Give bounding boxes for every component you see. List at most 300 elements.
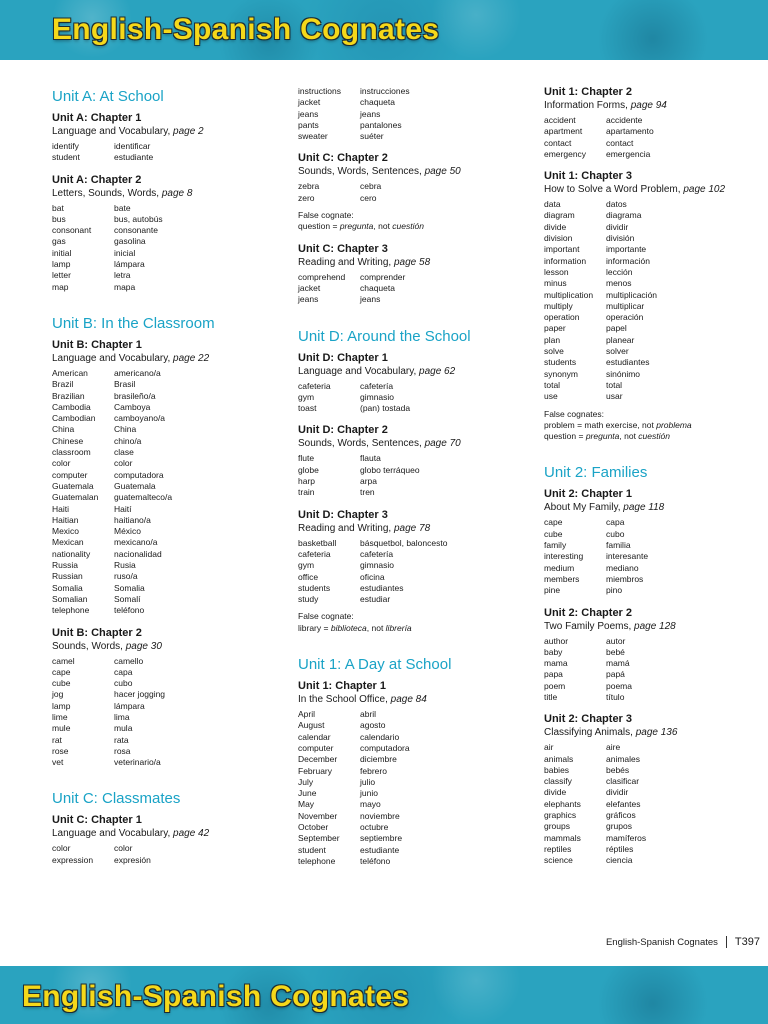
english-word: poem xyxy=(544,680,566,691)
spanish-word: camello xyxy=(114,655,144,666)
chapter-block xyxy=(298,680,522,867)
spanish-word: sinónimo xyxy=(606,368,641,379)
word-pair-row xyxy=(544,799,768,810)
spanish-word: Brasil xyxy=(114,379,136,390)
word-pair-row xyxy=(544,844,768,855)
english-word: classroom xyxy=(52,447,91,458)
page-number: T397 xyxy=(734,936,760,948)
english-word: Mexican xyxy=(52,537,84,548)
spanish-word: suéter xyxy=(360,131,384,142)
word-pair-row xyxy=(544,776,768,787)
unit-heading: Unit 1: A Day at School xyxy=(298,656,452,674)
word-pair-row xyxy=(544,540,768,551)
english-word: reptiles xyxy=(544,843,572,854)
page-reference: page 8 xyxy=(161,187,193,199)
bottom-banner xyxy=(0,966,768,1024)
english-word: papa xyxy=(544,669,563,680)
spanish-word: lección xyxy=(606,266,633,277)
english-word: office xyxy=(298,571,319,582)
spanish-word: gimnasio xyxy=(360,391,395,402)
spanish-word: comprender xyxy=(360,271,406,282)
spanish-word: estudiantes xyxy=(606,357,650,368)
english-word: apartment xyxy=(544,126,583,137)
english-word: August xyxy=(298,720,325,731)
word-pair-row xyxy=(544,267,768,278)
english-word: Guatemala xyxy=(52,480,94,491)
spanish-word: abril xyxy=(360,709,377,720)
chapter-subtitle-text: Sounds, Words, Sentences, xyxy=(298,438,425,450)
english-word: lime xyxy=(52,711,68,722)
word-pair-row xyxy=(52,282,276,293)
spanish-word: brasileño/a xyxy=(114,390,156,401)
word-pair-row xyxy=(52,413,276,424)
chapter-subtitle xyxy=(52,640,276,653)
spanish-word: lámpara xyxy=(114,700,145,711)
word-pair-row xyxy=(52,458,276,469)
english-word: student xyxy=(298,844,326,855)
spanish-word: americano/a xyxy=(114,367,161,378)
word-pair-row xyxy=(544,551,768,562)
spanish-word: agosto xyxy=(360,720,386,731)
word-pair-row xyxy=(544,290,768,301)
word-pair-row xyxy=(298,709,522,720)
false-cognate-line xyxy=(298,221,522,232)
spanish-word: cubo xyxy=(114,678,133,689)
english-word: use xyxy=(544,391,558,402)
spanish-word: tren xyxy=(360,487,375,498)
chapter-block xyxy=(52,339,276,617)
page-footer xyxy=(606,936,760,948)
chapter-title: Unit D: Chapter 2 xyxy=(298,424,388,437)
word-pair-row xyxy=(52,236,276,247)
chapter-subtitle-text: Information Forms, xyxy=(544,100,631,111)
english-word: zebra xyxy=(298,181,320,192)
word-pair-row xyxy=(544,787,768,798)
spanish-word: miembros xyxy=(606,573,644,584)
spanish-word: jeans xyxy=(360,294,381,305)
english-word: color xyxy=(52,458,71,469)
page-reference: page 118 xyxy=(623,502,665,514)
spanish-word: diciembre xyxy=(360,754,397,765)
chapter-subtitle-text: About My Family, xyxy=(544,502,624,514)
chapter-title: Unit 2: Chapter 1 xyxy=(544,488,633,501)
english-word: vet xyxy=(52,757,64,768)
english-word: gym xyxy=(298,391,315,402)
spanish-word: elefantes xyxy=(606,798,641,809)
english-word: Cambodia xyxy=(52,401,91,412)
english-word: information xyxy=(544,255,587,266)
english-word: identify xyxy=(52,141,79,151)
english-word: toast xyxy=(298,403,317,414)
english-word: cafeteria xyxy=(298,380,331,391)
chapter-subtitle xyxy=(52,187,276,200)
word-pair-row xyxy=(52,447,276,458)
english-word: April xyxy=(298,709,316,720)
page-reference: page 136 xyxy=(635,727,678,739)
english-word: mama xyxy=(544,658,568,669)
english-word: Haiti xyxy=(52,503,70,514)
spanish-word: pantalones xyxy=(360,119,402,130)
word-pair-row xyxy=(52,701,276,712)
spanish-word: México xyxy=(114,526,141,537)
column-1 xyxy=(52,88,276,876)
english-word: Brazil xyxy=(52,379,74,390)
english-word: June xyxy=(298,788,317,799)
unit-heading: Unit A: At School xyxy=(52,88,164,105)
spanish-term: pregunta xyxy=(585,431,620,442)
column-2 xyxy=(298,86,522,877)
spanish-word: básquetbol, baloncesto xyxy=(360,537,448,548)
spanish-word: título xyxy=(606,691,625,702)
word-pair-row xyxy=(544,312,768,323)
word-pair-row xyxy=(544,855,768,866)
chapter-title: Unit C: Chapter 1 xyxy=(52,814,142,827)
spanish-word: estudiantes xyxy=(360,582,404,593)
english-word: groups xyxy=(544,821,570,832)
page-reference: page 62 xyxy=(419,365,456,377)
english-word: instructions xyxy=(298,86,341,96)
word-pair-row xyxy=(544,821,768,832)
english-word: calendar xyxy=(298,731,331,742)
word-pair-row xyxy=(298,788,522,799)
english-word: gym xyxy=(298,560,315,571)
english-word: September xyxy=(298,833,340,844)
english-word: total xyxy=(544,379,561,390)
english-word: baby xyxy=(544,646,563,657)
spanish-word: mexicano/a xyxy=(114,537,158,548)
chapter-subtitle-text: Language and Vocabulary, xyxy=(52,352,174,364)
english-word: classify xyxy=(544,776,572,787)
word-pair-row xyxy=(52,424,276,435)
english-word: diagram xyxy=(544,210,575,221)
english-word: divide xyxy=(544,787,567,798)
spanish-word: veterinario/a xyxy=(114,757,161,768)
footer-label: English-Spanish Cognates xyxy=(605,936,718,948)
word-pair-row xyxy=(52,402,276,413)
chapter-title: Unit C: Chapter 3 xyxy=(298,242,388,255)
page-reference: page 22 xyxy=(173,352,210,364)
chapter-block xyxy=(544,86,768,160)
spanish-word: clasificar xyxy=(606,776,640,787)
english-word: lamp xyxy=(52,700,71,711)
word-pair-row xyxy=(52,515,276,526)
english-word: American xyxy=(52,367,88,378)
chapter-block xyxy=(52,627,276,769)
spanish-word: lámpara xyxy=(114,259,145,270)
english-word: division xyxy=(544,233,573,244)
word-pair-row xyxy=(298,538,522,549)
chapter-subtitle xyxy=(298,693,522,706)
chapter-title: Unit 1: Chapter 2 xyxy=(544,86,633,98)
english-word: paper xyxy=(544,323,566,334)
chapter-block xyxy=(544,607,768,704)
english-word: divide xyxy=(544,221,567,232)
english-word: students xyxy=(298,582,331,593)
spanish-word: consonante xyxy=(114,225,158,236)
word-pair-row xyxy=(298,777,522,788)
spanish-word: teléfono xyxy=(114,605,145,616)
word-pair-row xyxy=(544,833,768,844)
word-pair-row xyxy=(52,594,276,605)
spanish-word: grupos xyxy=(606,821,632,832)
unit-heading: Unit D: Around the School xyxy=(298,327,471,345)
english-word: cube xyxy=(52,678,71,689)
spanish-word: animales xyxy=(606,753,641,764)
word-pair-row xyxy=(298,572,522,583)
chapter-subtitle xyxy=(298,165,522,178)
spanish-word: Guatemala xyxy=(114,480,156,491)
word-pair-row xyxy=(52,678,276,689)
spanish-word: arpa xyxy=(360,476,378,487)
word-pair-row xyxy=(544,585,768,596)
word-pair-row xyxy=(544,301,768,312)
word-pair-row xyxy=(52,526,276,537)
spanish-word: Somalia xyxy=(114,582,145,593)
chapter-title: Unit B: Chapter 2 xyxy=(52,626,142,639)
false-cognate-line xyxy=(544,431,768,442)
spanish-word: división xyxy=(606,233,635,244)
chapter-subtitle xyxy=(52,827,276,840)
english-word: cafeteria xyxy=(298,548,331,559)
spanish-word: jeans xyxy=(360,108,381,119)
english-word: pine xyxy=(544,585,561,596)
chapter-subtitle xyxy=(544,726,768,739)
spanish-word: interesante xyxy=(606,551,649,562)
spanish-word: China xyxy=(114,424,137,435)
spanish-word: gráficos xyxy=(606,810,636,821)
spanish-word: multiplicación xyxy=(606,289,658,300)
spanish-word: réptiles xyxy=(606,843,634,854)
word-pair-row xyxy=(52,746,276,757)
word-pair-row xyxy=(544,335,768,346)
spanish-word: información xyxy=(606,255,650,266)
spanish-word: solver xyxy=(606,346,629,357)
spanish-word: estudiante xyxy=(114,152,154,163)
spanish-word: poema xyxy=(606,680,632,691)
word-pair-row xyxy=(298,833,522,844)
spanish-word: emergencia xyxy=(606,148,651,159)
chapter-block xyxy=(544,713,768,866)
word-pair-row xyxy=(544,529,768,540)
word-pair-row xyxy=(52,259,276,270)
chapter-block xyxy=(298,509,522,606)
word-pair-row xyxy=(544,742,768,753)
spanish-term: cuestión xyxy=(392,221,424,232)
spanish-word: expresión xyxy=(114,854,151,865)
word-pair-row xyxy=(544,126,768,137)
english-word: Mexico xyxy=(52,526,79,537)
english-word: family xyxy=(544,540,567,551)
spanish-word: familia xyxy=(606,540,631,551)
word-pair-row xyxy=(298,799,522,810)
top-banner xyxy=(0,0,768,60)
spanish-word: hacer jogging xyxy=(114,689,166,700)
english-word: cape xyxy=(544,517,563,528)
spanish-word: chaqueta xyxy=(360,282,395,293)
word-pair-row xyxy=(298,856,522,867)
english-word: sweater xyxy=(298,131,328,142)
spanish-word: clase xyxy=(114,447,134,458)
spanish-word: dividir xyxy=(606,221,629,232)
english-word: operation xyxy=(544,312,580,323)
english-word: color xyxy=(52,843,71,854)
spanish-word: bus, autobús xyxy=(114,213,163,224)
column-3 xyxy=(544,86,768,877)
spanish-word: bate xyxy=(114,202,131,213)
spanish-word: accidente xyxy=(606,115,643,125)
english-word: interesting xyxy=(544,551,584,562)
spanish-word: cafetería xyxy=(360,548,394,559)
word-pair-row xyxy=(52,560,276,571)
page-reference: page 102 xyxy=(683,184,726,196)
spanish-word: importante xyxy=(606,244,647,255)
word-pair-row xyxy=(544,138,768,149)
chapter-subtitle-text: Sounds, Words, xyxy=(52,640,126,652)
chapter-title: Unit B: Chapter 1 xyxy=(52,338,142,351)
word-pair-row xyxy=(52,855,276,866)
word-pair-row xyxy=(52,470,276,481)
word-pair-row xyxy=(544,323,768,334)
spanish-word: rosa xyxy=(114,745,131,756)
spanish-word: aire xyxy=(606,742,621,753)
word-pair-row xyxy=(52,270,276,281)
english-word: important xyxy=(544,244,580,255)
spanish-word: (pan) tostada xyxy=(360,403,411,414)
page-reference: page 2 xyxy=(173,126,204,137)
page-reference: page 50 xyxy=(424,166,461,178)
spanish-word: septiembre xyxy=(360,833,403,844)
spanish-term: cuestión xyxy=(638,431,670,442)
english-word: emergency xyxy=(544,148,587,159)
chapter-title: Unit D: Chapter 3 xyxy=(298,508,388,521)
spanish-word: color xyxy=(114,458,133,469)
chapter-title: Unit 2: Chapter 3 xyxy=(544,713,633,726)
spanish-word: pino xyxy=(606,585,623,596)
english-word: graphics xyxy=(544,810,577,821)
spanish-word: autor xyxy=(606,635,626,646)
word-pair-row xyxy=(52,757,276,768)
chapter-block xyxy=(52,112,276,164)
note-text: problem = math exercise, not xyxy=(544,419,657,430)
english-word: telephone xyxy=(52,605,90,616)
english-word: accident xyxy=(544,115,576,125)
english-word: July xyxy=(298,776,314,787)
page-reference: page 42 xyxy=(173,828,210,840)
word-pair-row xyxy=(544,765,768,776)
note-text: question = xyxy=(544,431,586,442)
page-title: English-Spanish Cognates xyxy=(52,13,440,46)
word-pair-row xyxy=(298,86,522,97)
english-word: comprehend xyxy=(298,271,346,282)
spanish-term: problema xyxy=(656,419,692,430)
spanish-word: computadora xyxy=(114,469,164,480)
spanish-word: color xyxy=(114,843,133,854)
english-word: nationality xyxy=(52,548,91,559)
chapter-block xyxy=(298,152,522,204)
spanish-word: multiplicar xyxy=(606,300,645,311)
page-reference: page 78 xyxy=(393,522,431,534)
spanish-word: mediano xyxy=(606,562,639,573)
english-word: Cambodian xyxy=(52,413,96,424)
english-word: November xyxy=(298,810,338,821)
word-pair-row xyxy=(52,152,276,163)
spanish-word: bebé xyxy=(606,646,625,657)
page-reference: page 70 xyxy=(424,438,461,450)
word-pair-row xyxy=(52,214,276,225)
chapter-block xyxy=(298,243,522,306)
english-word: jeans xyxy=(298,108,319,119)
word-pair-row xyxy=(52,735,276,746)
english-word: flute xyxy=(298,453,315,464)
word-pair-row xyxy=(544,636,768,647)
spanish-word: mula xyxy=(114,723,133,734)
spanish-word: papá xyxy=(606,669,625,680)
word-pair-row xyxy=(298,465,522,476)
english-word: October xyxy=(298,821,329,832)
english-word: Brazilian xyxy=(52,390,85,401)
spanish-word: identificar xyxy=(114,141,151,151)
english-word: plan xyxy=(544,334,561,345)
spanish-word: cubo xyxy=(606,528,625,539)
false-cognate-note xyxy=(298,210,522,233)
spanish-word: menos xyxy=(606,278,632,289)
word-pair-row xyxy=(52,537,276,548)
english-word: babies xyxy=(544,764,570,775)
word-pair-row xyxy=(298,766,522,777)
word-pair-row xyxy=(544,210,768,221)
word-pair-row xyxy=(52,667,276,678)
word-pair-row xyxy=(298,97,522,108)
word-pair-row xyxy=(298,732,522,743)
spanish-word: datos xyxy=(606,199,627,210)
word-pair-row xyxy=(298,487,522,498)
word-pair-row xyxy=(52,436,276,447)
spanish-word: rata xyxy=(114,734,129,745)
unit-heading: Unit 2: Families xyxy=(544,464,648,482)
english-word: basketball xyxy=(298,537,337,548)
word-pair-row xyxy=(544,233,768,244)
note-text: , not xyxy=(366,622,386,633)
chapter-subtitle-text: Two Family Poems, xyxy=(544,620,635,632)
spanish-word: apartamento xyxy=(606,126,654,137)
english-word: bat xyxy=(52,202,64,213)
chapter-subtitle-text: Language and Vocabulary, xyxy=(52,126,174,137)
chapter-title: Unit D: Chapter 1 xyxy=(298,351,388,364)
chapter-subtitle-text: Letters, Sounds, Words, xyxy=(52,187,162,199)
word-pair-row xyxy=(544,669,768,680)
chapter-subtitle xyxy=(544,620,768,633)
english-word: zero xyxy=(298,192,315,203)
word-pair-row xyxy=(52,549,276,560)
word-pair-row xyxy=(298,845,522,856)
false-cognate-label: False cognates: xyxy=(544,408,605,419)
english-word: gas xyxy=(52,236,66,247)
word-pair-row xyxy=(52,656,276,667)
chapter-subtitle-text: Classifying Animals, xyxy=(544,727,636,739)
spanish-word: computadora xyxy=(360,742,410,753)
english-word: title xyxy=(544,691,558,702)
english-word: Somalia xyxy=(52,582,83,593)
english-word: contact xyxy=(544,137,572,148)
word-pair-row xyxy=(298,594,522,605)
word-pair-row xyxy=(544,574,768,585)
spanish-word: mapa xyxy=(114,281,136,292)
word-pair-row xyxy=(298,743,522,754)
spanish-word: teléfono xyxy=(360,855,391,866)
page-reference: page 128 xyxy=(634,620,676,632)
english-word: camel xyxy=(52,655,75,666)
word-pair-row xyxy=(52,843,276,854)
